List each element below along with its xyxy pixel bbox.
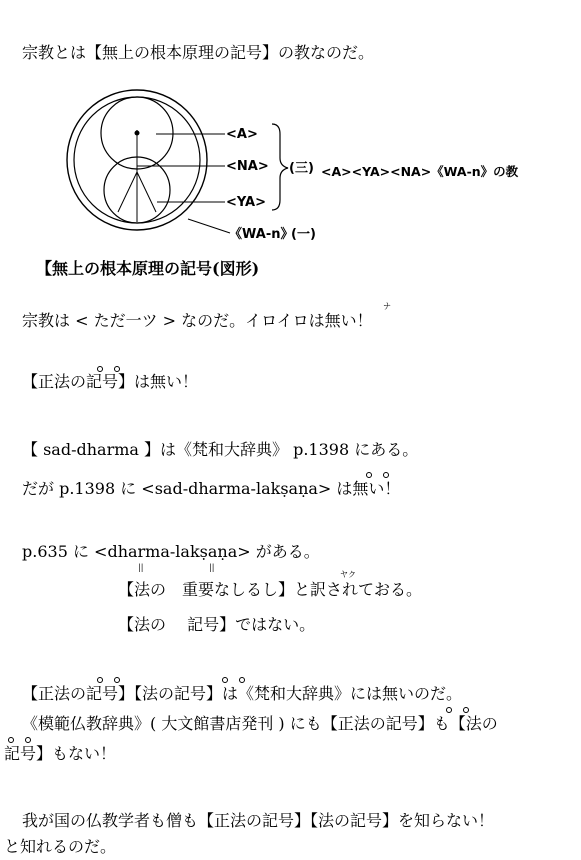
emphasis-dot — [222, 677, 228, 683]
text-line-10: 《模範仏教辞典》( 大文館書店発刊 ) にも【正法の記号】も【法の — [22, 714, 498, 733]
center-dot — [135, 131, 140, 136]
label-san: (三) — [289, 161, 314, 176]
text-line-11: 記号】もない！ — [4, 744, 117, 763]
label-right: <A><YA><NA>《WA-n》の教 — [321, 164, 519, 179]
emphasis-dot — [383, 472, 389, 478]
label-a: <A> — [226, 127, 258, 142]
emphasis-dot — [114, 677, 120, 683]
label-ya: <YA> — [226, 195, 267, 210]
emphasis-dot — [114, 366, 120, 372]
emphasis-dot — [239, 677, 245, 683]
label-wan: 《WA-n》 — [229, 227, 294, 242]
emphasis-dot — [97, 677, 103, 683]
ruby-yaku: ヤク — [340, 570, 356, 579]
text-line-6: p.635 に <dharma-lakṣaṇa> がある。 — [22, 542, 320, 561]
text-line-7: 【法の 重要なしるし】と訳されておる。 — [118, 580, 423, 599]
emphasis-dot — [8, 737, 14, 743]
text-line-2: 宗教は < ただ一ツ > なのだ。イロイロは無い！ — [22, 311, 373, 330]
right-brace — [272, 124, 288, 210]
text-line-5: だが p.1398 に <sad-dharma-lakṣaṇa> は無い！ — [22, 479, 401, 498]
text-line-8: 【法の 記号】ではない。 — [118, 615, 316, 634]
fork-left — [118, 172, 137, 212]
emphasis-dot — [25, 737, 31, 743]
emphasis-dot — [97, 366, 103, 372]
label-na: <NA> — [226, 159, 269, 174]
text-line-13: と知れるのだ。 — [4, 837, 117, 856]
pointer-wan — [188, 219, 230, 233]
equal-mark-2: || — [209, 563, 215, 572]
diagram-caption: 【無上の根本原理の記号(図形) — [36, 259, 260, 278]
fork-right — [137, 172, 156, 212]
text-line-3: 【正法の記号】は無い！ — [22, 372, 199, 391]
text-line-1: 宗教とは【無上の根本原理の記号】の教なのだ。 — [22, 43, 375, 62]
emphasis-dot — [366, 472, 372, 478]
equal-mark-1: || — [138, 563, 144, 572]
text-line-12: 我が国の仏教学者も僧も【正法の記号】【法の記号】を知らない！ — [22, 811, 495, 830]
label-ichi: (一) — [291, 227, 316, 242]
text-line-9: 【正法の記号】【法の記号】は《梵和大辞典》には無いのだ。 — [22, 684, 463, 703]
emphasis-dot — [463, 707, 469, 713]
emphasis-dot — [446, 707, 452, 713]
text-line-4: 【 sad-dharma 】は《梵和大辞典》 p.1398 にある。 — [22, 440, 419, 459]
ruby-na: ナ — [383, 302, 391, 311]
